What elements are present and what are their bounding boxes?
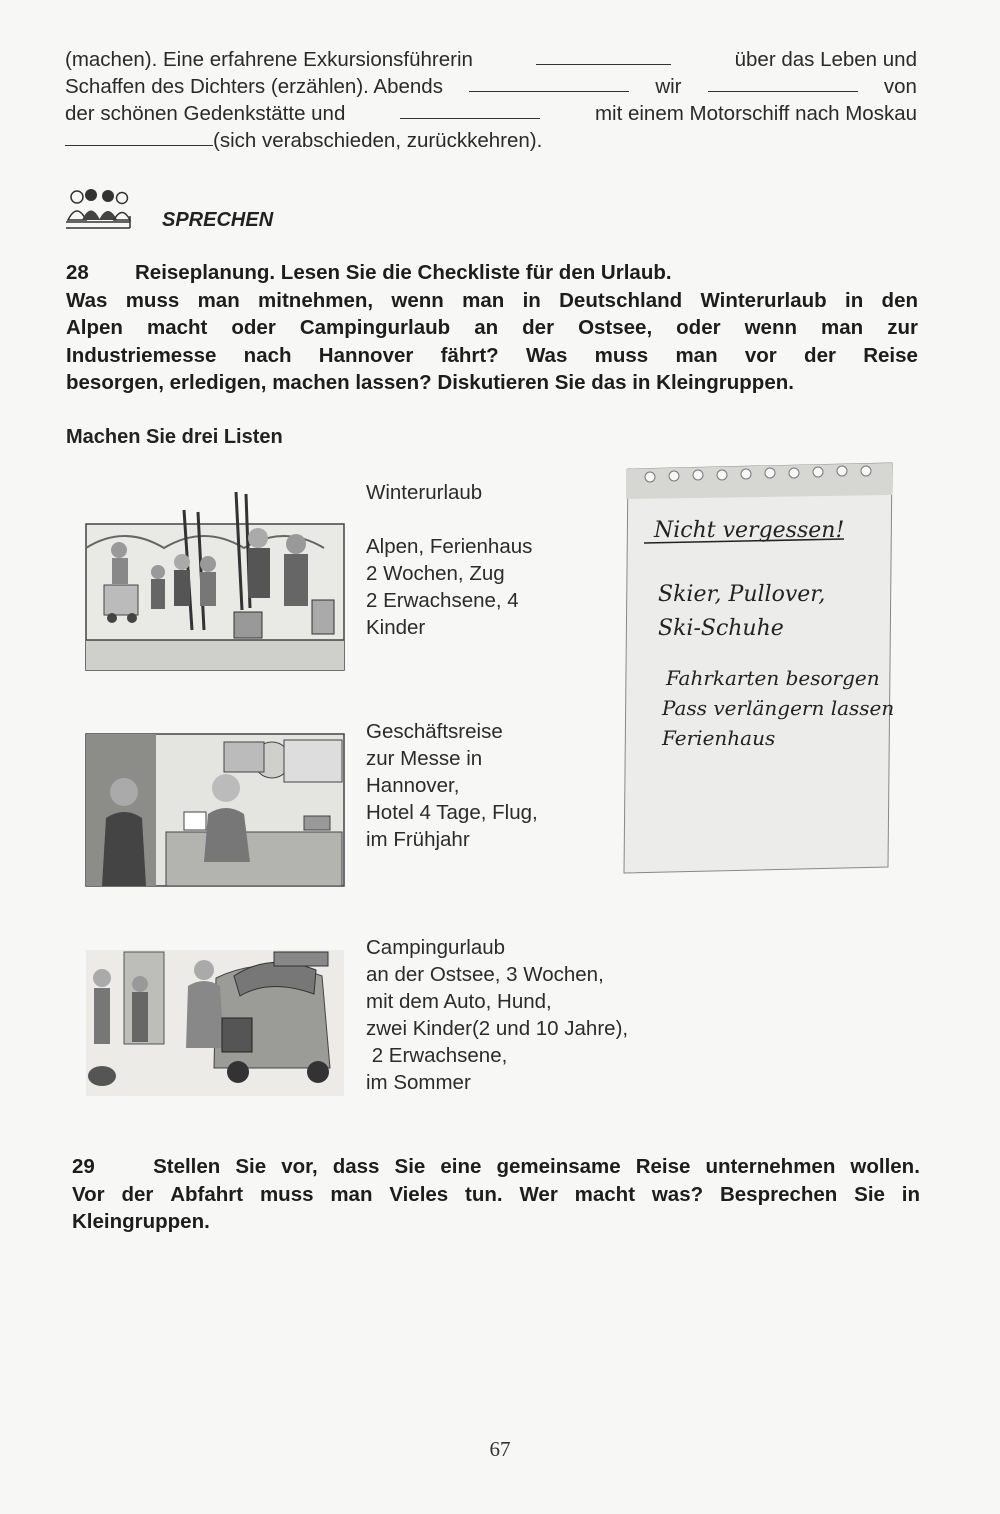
card-line: Campingurlaub (366, 936, 506, 959)
task-28 (66, 259, 918, 397)
task-word: man (462, 288, 505, 312)
note-title: Nicht vergessen! (654, 518, 845, 543)
task-word: macht (574, 1182, 636, 1206)
task-word: Industriemesse (66, 343, 217, 367)
task-text: Kleingruppen. (72, 1210, 210, 1233)
fill-text: (sich verabschieden, zurückkehren). (213, 129, 543, 152)
fill-text: der schönen Gedenkstätte und (65, 102, 346, 125)
task-word: der (804, 343, 836, 367)
task-28-line-4 (66, 342, 918, 370)
note-line: Ski-Schuhe (658, 616, 784, 641)
task-number: 28 (66, 261, 89, 284)
card-line: 2 Erwachsene, (366, 1044, 508, 1067)
task-word: Was (525, 343, 568, 367)
task-word: muss (125, 288, 180, 312)
card-line: 2 Wochen, Zug (366, 562, 505, 585)
task-word: Wer (519, 1182, 558, 1206)
people-talking-icon (64, 188, 132, 232)
task-word: den (881, 288, 918, 312)
card-line: zwei Kinder(2 und 10 Jahre), (366, 1017, 629, 1040)
fill-text: über das Leben und (734, 48, 917, 71)
task-28-line-5 (66, 369, 918, 397)
task-text: Reiseplanung. Lesen Sie die Checkliste für den Urlaub. (135, 261, 672, 284)
fill-text: von (883, 75, 917, 98)
fill-line-2 (65, 73, 917, 100)
task-word: man (821, 316, 864, 339)
card-line: Geschäftsreise (366, 720, 503, 743)
card-line: mit dem Auto, Hund, (366, 990, 552, 1013)
fill-in-paragraph (65, 46, 917, 154)
task-word: wenn (391, 288, 444, 312)
winter-holiday-illustration (84, 490, 346, 672)
task-29-line-1 (72, 1153, 920, 1181)
task-word: eine (440, 1155, 482, 1178)
task-word: in (522, 288, 541, 312)
task-word: nach (243, 343, 292, 367)
task-word: zur (887, 316, 918, 339)
task-word: Besprechen (719, 1182, 838, 1206)
task-word: vor (744, 343, 777, 367)
task-word: Sie (394, 1155, 426, 1178)
task-word: in (845, 288, 864, 312)
camping-holiday-illustration (84, 948, 346, 1098)
fill-line-4 (65, 127, 917, 154)
blank-field[interactable] (536, 46, 671, 65)
card-business-caption (366, 718, 538, 853)
task-word: an (474, 316, 499, 339)
task-word: wenn (744, 316, 798, 339)
task-word: muss (259, 1182, 314, 1206)
card-winter-caption (366, 479, 532, 641)
task-word: oder (676, 316, 721, 339)
fill-line-3 (65, 100, 917, 127)
task-word: muss (594, 343, 649, 367)
fill-text: Schaffen des Dichters (erzählen). Abends (65, 75, 443, 98)
task-word: man (330, 1182, 373, 1206)
task-word: was? (651, 1182, 704, 1206)
task-word: mitnehmen, (258, 288, 374, 312)
note-line: Pass verlängern lassen (662, 696, 895, 720)
task-28-line-2 (66, 287, 918, 315)
fill-text: mit einem Motorschiff nach Moskau (594, 102, 917, 125)
task-word: dass (332, 1155, 380, 1178)
blank-field[interactable] (469, 73, 629, 92)
section-title: SPRECHEN (162, 209, 274, 231)
task-word: Campingurlaub (299, 316, 451, 339)
page-number: 67 (489, 1437, 511, 1461)
business-trip-illustration (84, 732, 346, 888)
card-line: an der Ostsee, 3 Wochen, (366, 963, 604, 986)
note-line: Fahrkarten besorgen (666, 666, 880, 690)
task-word: Reise (635, 1155, 691, 1178)
task-word: Alpen (66, 316, 123, 339)
card-camping-caption (366, 934, 628, 1096)
task-29-line-3 (72, 1208, 920, 1236)
card-line: zur Messe in (366, 747, 483, 770)
task-word: Abfahrt (170, 1182, 244, 1206)
task-text: besorgen, erledigen, machen lassen? Diskutieren Sie das in Kleingruppen. (66, 371, 794, 394)
task-word: Hannover (318, 343, 414, 367)
card-title: Winterurlaub (366, 481, 483, 504)
task-word: Winterurlaub (700, 288, 827, 312)
note-spiral-edge (626, 463, 892, 499)
task-word: fährt? (440, 343, 499, 367)
blank-field[interactable] (708, 73, 858, 92)
task-word: Sie (235, 1155, 267, 1178)
task-word: der (522, 316, 555, 339)
task-word: oder (231, 316, 276, 339)
lists-heading: Machen Sie drei Listen (66, 426, 283, 448)
task-28-line-3 (66, 314, 918, 342)
task-word: Deutschland (559, 288, 683, 312)
task-word: Sie (854, 1182, 885, 1206)
card-line: Hotel 4 Tage, Flug, (366, 801, 538, 824)
task-29-line-2 (72, 1181, 920, 1209)
fill-text: (machen). Eine erfahrene Exkursionsführerin (65, 48, 473, 71)
task-word: unternehmen (705, 1155, 836, 1178)
task-29 (72, 1153, 920, 1236)
task-word: Vieles (389, 1182, 449, 1206)
task-word: man (675, 343, 718, 367)
task-word: der (121, 1182, 154, 1206)
task-word: Vor (72, 1182, 105, 1206)
fill-line-1 (65, 46, 917, 73)
task-word: macht (146, 316, 208, 339)
task-word: Ostsee, (578, 316, 653, 339)
task-word: man (197, 288, 240, 312)
checklist-note (620, 455, 900, 875)
note-line: Skier, Pullover, (658, 582, 826, 607)
card-line: Kinder (366, 616, 426, 639)
task-word: tun. (465, 1182, 503, 1206)
note-line: Ferienhaus (662, 726, 776, 750)
task-word: gemeinsame (496, 1155, 621, 1178)
task-word: in (901, 1182, 920, 1206)
card-line: Alpen, Ferienhaus (366, 535, 533, 558)
fill-text: wir (655, 75, 682, 98)
task-28-line-1 (66, 259, 918, 287)
card-line: im Sommer (366, 1071, 471, 1094)
card-line: 2 Erwachsene, 4 (366, 589, 519, 612)
card-line: Hannover, (366, 774, 460, 797)
card-line: im Frühjahr (366, 828, 470, 851)
task-word: Was (66, 288, 108, 312)
task-word: wollen. (850, 1155, 920, 1178)
task-word: Reise (863, 343, 918, 367)
task-word: Stellen (153, 1155, 221, 1178)
task-number: 29 (72, 1155, 95, 1178)
task-word: vor, (281, 1155, 318, 1178)
blank-field[interactable] (65, 127, 213, 146)
blank-field[interactable] (400, 100, 540, 119)
